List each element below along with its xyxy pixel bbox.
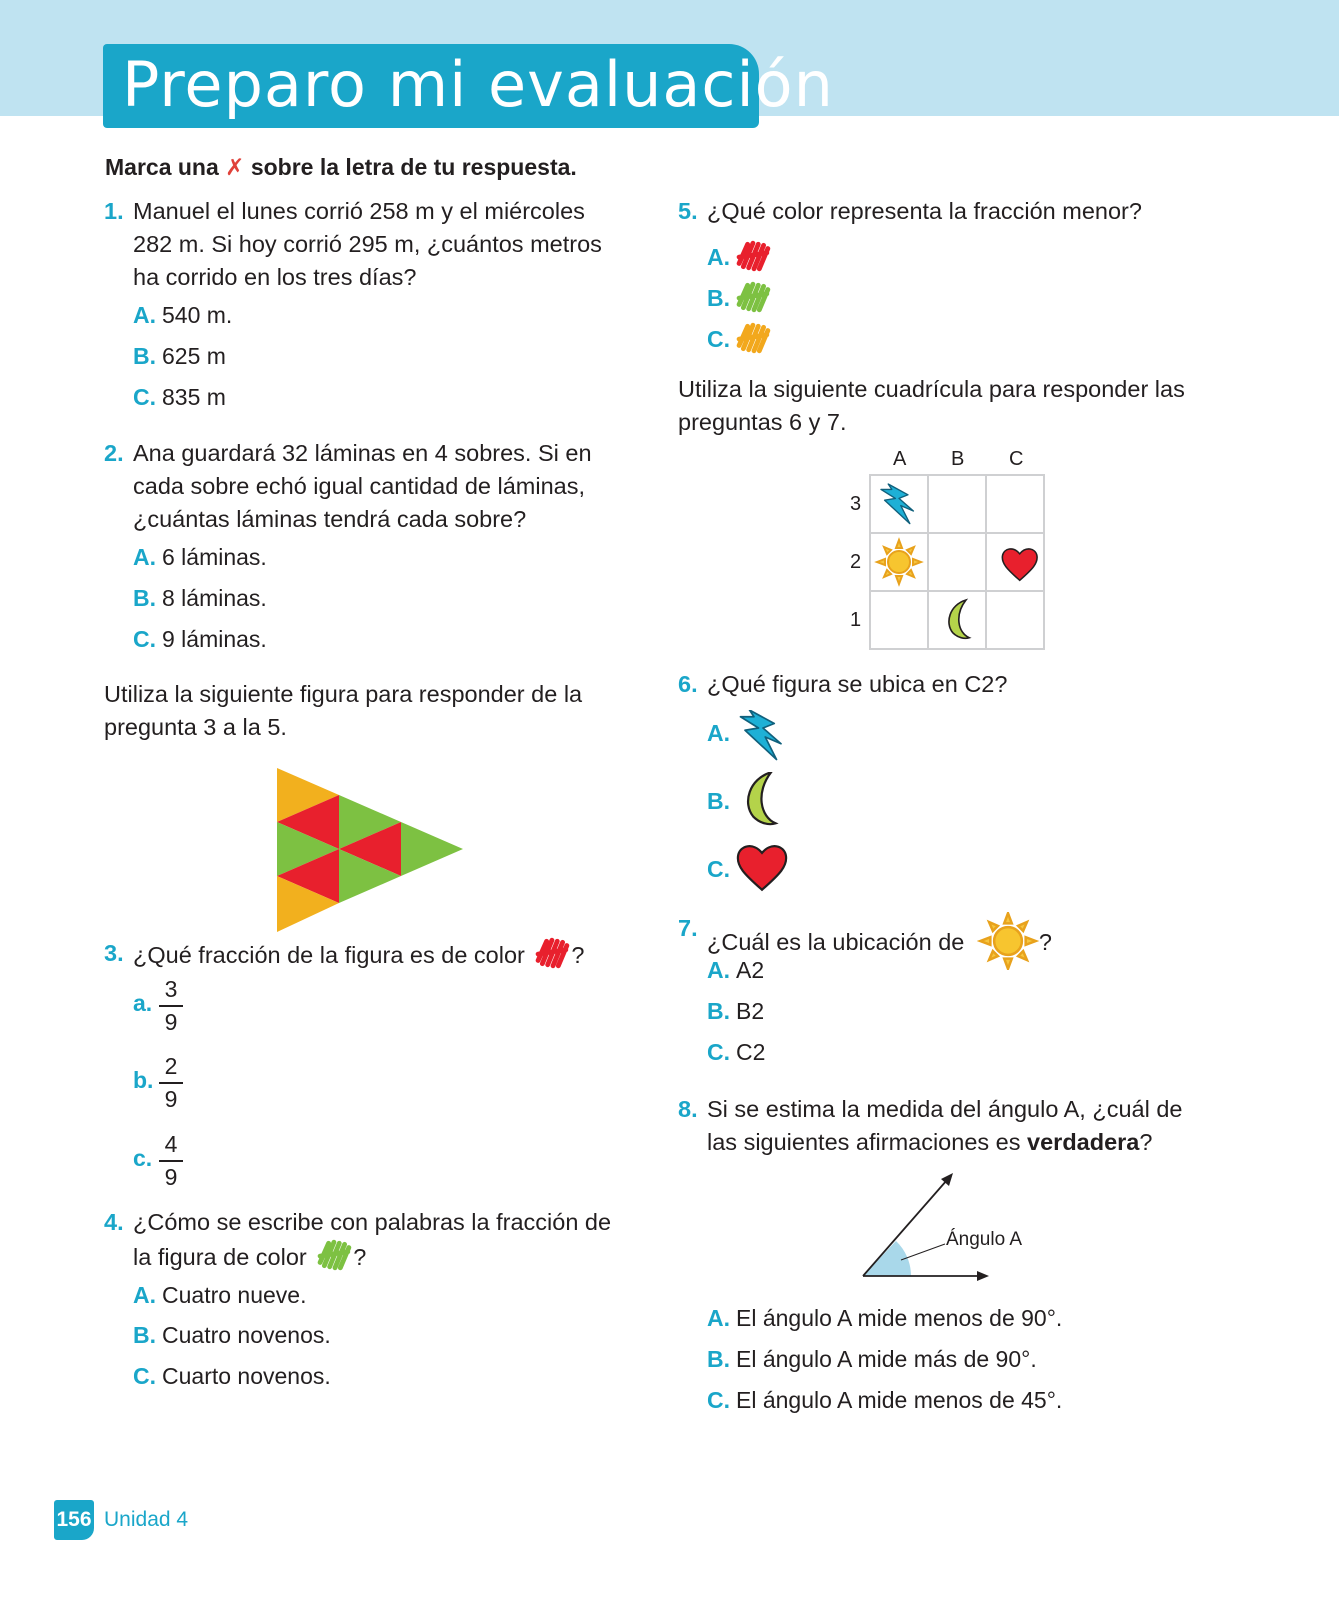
option-text: Cuatro nueve. bbox=[162, 1282, 307, 1308]
option-letter: C. bbox=[707, 1387, 730, 1413]
q2-option-b[interactable] bbox=[133, 585, 267, 612]
question-text-line2: la figura de color bbox=[133, 1244, 307, 1270]
question-4 bbox=[104, 1206, 664, 1274]
triangle-figure bbox=[277, 768, 463, 932]
question-text-bold: verdadera bbox=[1027, 1129, 1140, 1155]
q2-option-c[interactable] bbox=[133, 626, 267, 653]
q3-fraction-c bbox=[159, 1131, 183, 1191]
grid-col-label-c: C bbox=[1009, 448, 1024, 470]
arrowhead bbox=[977, 1271, 989, 1281]
option-letter: C. bbox=[707, 326, 730, 352]
question-end: ? bbox=[1139, 1129, 1153, 1155]
q3-option-a[interactable] bbox=[133, 990, 158, 1017]
option-text: B2 bbox=[736, 998, 765, 1024]
grid-row-label-1: 1 bbox=[850, 609, 862, 631]
option-letter: B. bbox=[707, 285, 730, 311]
q7-option-c[interactable] bbox=[707, 1039, 765, 1066]
grid-intro-text: Utiliza la siguiente cuadrícula para responder las preguntas 6 y 7. bbox=[678, 376, 1185, 435]
question-number: 1. bbox=[104, 198, 124, 224]
grid-col-label-b: B bbox=[951, 448, 965, 470]
option-text: 835 m bbox=[162, 384, 226, 410]
grid-moon-icon bbox=[949, 600, 969, 638]
q6-option-a[interactable] bbox=[707, 720, 736, 747]
question-2 bbox=[104, 437, 624, 536]
question-text: ¿Qué color representa la fracción menor? bbox=[707, 198, 1142, 224]
option-letter: B. bbox=[707, 998, 730, 1024]
q1-option-a[interactable] bbox=[133, 302, 232, 329]
numerator: 4 bbox=[164, 1131, 178, 1157]
question-number: 8. bbox=[678, 1096, 698, 1122]
option-letter: a. bbox=[133, 990, 153, 1016]
option-letter: A. bbox=[133, 1282, 156, 1308]
option-letter: c. bbox=[133, 1145, 153, 1171]
question-5 bbox=[678, 195, 1238, 228]
option-text: A2 bbox=[736, 957, 765, 983]
q8-option-b[interactable] bbox=[707, 1346, 1037, 1373]
option-letter: A. bbox=[133, 302, 156, 328]
q4-option-a[interactable] bbox=[133, 1282, 306, 1309]
q5-option-b[interactable] bbox=[707, 281, 772, 313]
q3-fraction-a bbox=[159, 976, 183, 1036]
yellow-scribble-icon bbox=[736, 322, 772, 354]
fraction-bar bbox=[159, 1082, 183, 1084]
option-letter: b. bbox=[133, 1067, 154, 1093]
option-text: 6 láminas. bbox=[162, 544, 267, 570]
grid-lightning-icon bbox=[881, 484, 913, 524]
option-text: El ángulo A mide menos de 90°. bbox=[736, 1305, 1063, 1331]
grid-row-label-2: 2 bbox=[850, 551, 862, 573]
q3-option-b[interactable] bbox=[133, 1067, 159, 1094]
option-letter: C. bbox=[707, 1039, 730, 1065]
lightning-icon bbox=[736, 710, 790, 764]
q2-option-a[interactable] bbox=[133, 544, 267, 571]
instructions bbox=[105, 154, 577, 181]
green-scribble-icon bbox=[317, 1239, 353, 1271]
location-grid bbox=[869, 474, 1045, 650]
option-letter: B. bbox=[133, 1322, 156, 1348]
question-number: 3. bbox=[104, 940, 124, 966]
q5-option-a[interactable] bbox=[707, 240, 772, 272]
sun-icon bbox=[977, 912, 1039, 970]
question-end: ? bbox=[1038, 929, 1052, 955]
option-letter: C. bbox=[133, 384, 156, 410]
question-text: Ana guardará 32 láminas en 4 sobres. Si en cada sobre echó igual cantidad de láminas, ¿cuántas láminas tendrá cada sobre? bbox=[133, 440, 592, 532]
option-text: Cuarto novenos. bbox=[162, 1363, 331, 1389]
question-text: ¿Qué fracción de la figura es de color bbox=[133, 942, 525, 968]
option-letter: A. bbox=[707, 720, 730, 746]
q1-option-c[interactable] bbox=[133, 384, 226, 411]
denominator: 9 bbox=[164, 1163, 178, 1190]
numerator: 2 bbox=[164, 1053, 178, 1079]
option-letter: A. bbox=[707, 957, 730, 983]
question-6 bbox=[678, 668, 1238, 701]
page-title: Preparo mi evaluación bbox=[122, 48, 834, 121]
option-letter: C. bbox=[133, 626, 156, 652]
fraction-bar bbox=[159, 1160, 183, 1162]
angle-diagram bbox=[855, 1170, 995, 1282]
question-number: 2. bbox=[104, 440, 124, 466]
q5-option-c[interactable] bbox=[707, 322, 772, 354]
option-letter: B. bbox=[707, 1346, 730, 1372]
question-number: 4. bbox=[104, 1209, 124, 1235]
option-letter: C. bbox=[707, 856, 730, 882]
option-text: C2 bbox=[736, 1039, 766, 1065]
question-end: ? bbox=[353, 1244, 367, 1270]
q1-option-b[interactable] bbox=[133, 343, 226, 370]
option-text: 8 láminas. bbox=[162, 585, 267, 611]
page-number: 156 bbox=[54, 1500, 94, 1540]
triangle-piece-green bbox=[401, 822, 463, 876]
q6-option-c[interactable] bbox=[707, 856, 736, 883]
option-letter: A. bbox=[707, 1305, 730, 1331]
question-3 bbox=[104, 937, 664, 972]
option-letter: B. bbox=[133, 343, 156, 369]
q3-fraction-b bbox=[159, 1053, 183, 1113]
instructions-before: Marca una bbox=[105, 154, 219, 180]
q3-option-c[interactable] bbox=[133, 1145, 158, 1172]
option-letter: C. bbox=[133, 1363, 156, 1389]
option-text: El ángulo A mide más de 90°. bbox=[736, 1346, 1037, 1372]
figure-intro-text: Utiliza la siguiente figura para responder de la pregunta 3 a la 5. bbox=[104, 681, 583, 740]
question-text: Si se estima la medida del ángulo A, ¿cuál de las siguientes afirmaciones es bbox=[707, 1096, 1183, 1155]
unit-label: Unidad 4 bbox=[104, 1508, 189, 1531]
option-text: 540 m. bbox=[162, 302, 233, 328]
option-text: 625 m bbox=[162, 343, 226, 369]
grid-row-label-3: 3 bbox=[850, 493, 862, 515]
q4-option-c[interactable] bbox=[133, 1363, 331, 1390]
question-text: ¿Qué figura se ubica en C2? bbox=[707, 671, 1008, 697]
q7-option-b[interactable] bbox=[707, 998, 764, 1025]
question-text: Manuel el lunes corrió 258 m y el miércoles 282 m. Si hoy corrió 295 m, ¿cuántos metros ha corrido en los tres días? bbox=[133, 198, 602, 290]
q6-option-b[interactable] bbox=[707, 788, 736, 815]
question-text: ¿Cuál es la ubicación de bbox=[707, 929, 965, 955]
question-number: 6. bbox=[678, 671, 698, 697]
q8-option-c[interactable] bbox=[707, 1387, 1062, 1414]
green-scribble-icon bbox=[736, 281, 772, 313]
q7-option-a[interactable] bbox=[707, 957, 764, 984]
option-letter: A. bbox=[707, 244, 730, 270]
numerator: 3 bbox=[164, 976, 178, 1002]
option-text: El ángulo A mide menos de 45°. bbox=[736, 1387, 1063, 1413]
moon-icon bbox=[740, 772, 780, 828]
option-text: Cuatro novenos. bbox=[162, 1322, 331, 1348]
denominator: 9 bbox=[164, 1008, 178, 1035]
heart-icon bbox=[736, 842, 788, 892]
option-letter: A. bbox=[133, 544, 156, 570]
question-number: 5. bbox=[678, 198, 698, 224]
red-scribble-icon bbox=[535, 937, 571, 969]
q8-option-a[interactable] bbox=[707, 1305, 1062, 1332]
angle-label: Ángulo A bbox=[946, 1229, 1023, 1250]
question-number: 7. bbox=[678, 915, 698, 941]
grid-heart-icon bbox=[1002, 549, 1037, 580]
grid-col-label-a: A bbox=[893, 448, 907, 470]
option-letter: B. bbox=[133, 585, 156, 611]
option-letter: B. bbox=[707, 788, 730, 814]
question-text-line1: ¿Cómo se escribe con palabras la fracción de bbox=[133, 1209, 612, 1235]
angle-label-leader bbox=[901, 1244, 945, 1260]
question-end: ? bbox=[571, 942, 585, 968]
q4-option-b[interactable] bbox=[133, 1322, 331, 1349]
fraction-bar bbox=[159, 1005, 183, 1007]
red-scribble-icon bbox=[736, 240, 772, 272]
instructions-after: sobre la letra de tu respuesta. bbox=[250, 154, 577, 180]
grid-sun-icon bbox=[877, 540, 921, 584]
question-8 bbox=[678, 1093, 1198, 1159]
option-text: 9 láminas. bbox=[162, 626, 267, 652]
denominator: 9 bbox=[164, 1085, 178, 1112]
question-1 bbox=[104, 195, 624, 294]
x-mark-icon: ✗ bbox=[225, 154, 245, 180]
